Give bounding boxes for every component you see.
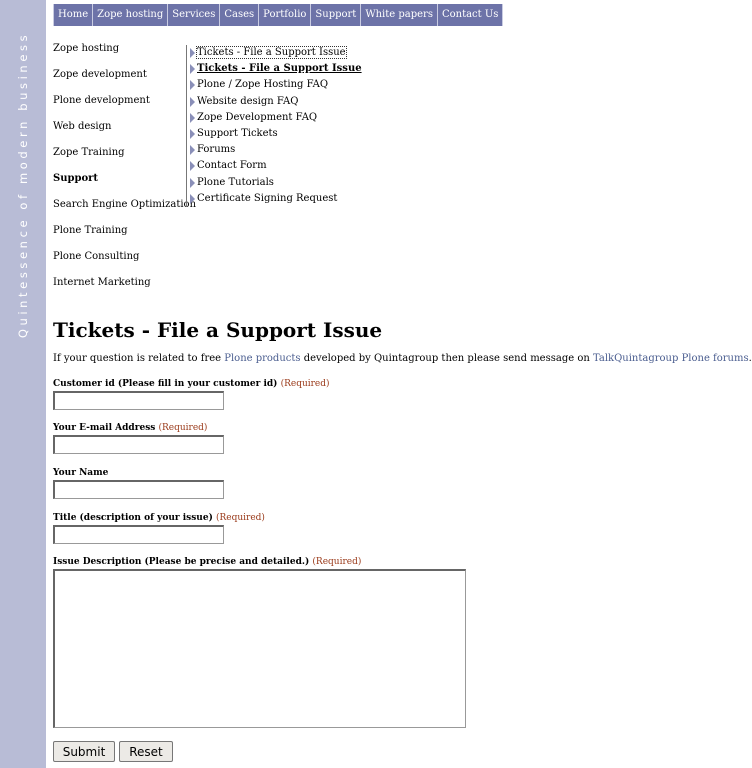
side-strip — [0, 0, 46, 768]
nav-zope-hosting[interactable]: Zope hosting — [93, 4, 168, 26]
customer-id-field-group — [53, 379, 330, 410]
arrow-right-icon — [190, 194, 195, 204]
subnav-item[interactable]: Plone Tutorials — [189, 175, 362, 191]
leftnav-web-design[interactable]: Web design — [53, 121, 112, 132]
nav-support[interactable]: Support — [311, 4, 361, 26]
nav-contact-us[interactable]: Contact Us — [438, 4, 503, 26]
subnav-item[interactable]: Contact Form — [189, 158, 362, 174]
leftnav-zope-development[interactable]: Zope development — [53, 69, 147, 80]
arrow-right-icon — [190, 64, 195, 74]
leftnav-plone-consulting[interactable]: Plone Consulting — [53, 251, 140, 262]
arrow-right-icon — [190, 145, 195, 155]
reset-button[interactable]: Reset — [119, 741, 173, 762]
forums-link[interactable]: TalkQuintagroup Plone forums — [592, 353, 749, 364]
subnav-item[interactable]: Support Tickets — [189, 126, 362, 142]
nav-cases[interactable]: Cases — [220, 4, 259, 26]
top-navigation — [53, 4, 503, 26]
nav-home[interactable]: Home — [53, 4, 93, 26]
email-input[interactable] — [53, 435, 224, 454]
name-field-group — [53, 468, 224, 499]
arrow-right-icon — [190, 178, 195, 188]
description-label: Issue Description (Please be precise and detailed.) (Required) — [53, 557, 362, 567]
subnav-item[interactable]: Forums — [189, 142, 362, 158]
subnav-item[interactable]: Website design FAQ — [189, 94, 362, 110]
tagline: Quintessence of modern business — [16, 31, 30, 339]
email-label: Your E-mail Address (Required) — [53, 423, 208, 433]
email-field-group — [53, 423, 224, 454]
subnav-item[interactable]: Tickets - File a Support Issue — [189, 61, 362, 77]
subnav-item[interactable]: Plone / Zope Hosting FAQ — [189, 77, 362, 93]
customer-id-input[interactable] — [53, 391, 224, 410]
nav-white-papers[interactable]: White papers — [361, 4, 438, 26]
arrow-right-icon — [190, 161, 195, 171]
submit-button[interactable]: Submit — [53, 741, 115, 762]
plone-products-link[interactable]: Plone products — [224, 353, 301, 364]
nav-services[interactable]: Services — [168, 4, 220, 26]
leftnav-internet-marketing[interactable]: Internet Marketing — [53, 277, 151, 288]
title-field-group — [53, 513, 265, 544]
subnav-item[interactable]: Zope Development FAQ — [189, 110, 362, 126]
description-textarea[interactable] — [53, 569, 466, 728]
description-field-group — [53, 557, 466, 728]
intro-middle: developed by Quintagroup then please send message on — [300, 353, 593, 364]
leftnav-seo[interactable]: Search Engine Optimization — [53, 199, 197, 210]
leftnav-zope-training[interactable]: Zope Training — [53, 147, 125, 158]
arrow-right-icon — [190, 80, 195, 90]
arrow-right-icon — [190, 48, 195, 58]
required-marker: (Required) — [158, 423, 208, 433]
subnav-item[interactable]: Tickets - File a Support Issue — [189, 45, 362, 61]
required-marker: (Required) — [312, 557, 362, 567]
leftnav-zope-hosting[interactable]: Zope hosting — [53, 43, 120, 54]
intro-text — [53, 353, 752, 364]
required-marker: (Required) — [280, 379, 330, 389]
nav-portfolio[interactable]: Portfolio — [259, 4, 311, 26]
arrow-right-icon — [190, 113, 195, 123]
support-subnavigation — [186, 45, 362, 207]
subnav-item[interactable]: Certificate Signing Request — [189, 191, 362, 207]
customer-id-label: Customer id (Please fill in your customer id) (Required) — [53, 379, 330, 389]
leftnav-plone-training[interactable]: Plone Training — [53, 225, 128, 236]
intro-prefix: If your question is related to free — [53, 353, 225, 364]
name-label: Your Name — [53, 468, 109, 478]
left-navigation — [53, 43, 196, 303]
arrow-right-icon — [190, 97, 195, 107]
leftnav-support[interactable]: Support — [53, 173, 99, 184]
page-title: Tickets - File a Support Issue — [53, 318, 383, 342]
name-input[interactable] — [53, 480, 224, 499]
title-label: Title (description of your issue) (Required) — [53, 513, 265, 523]
leftnav-plone-development[interactable]: Plone development — [53, 95, 150, 106]
title-input[interactable] — [53, 525, 224, 544]
intro-suffix: . — [748, 353, 752, 364]
arrow-right-icon — [190, 129, 195, 139]
required-marker: (Required) — [215, 513, 265, 523]
